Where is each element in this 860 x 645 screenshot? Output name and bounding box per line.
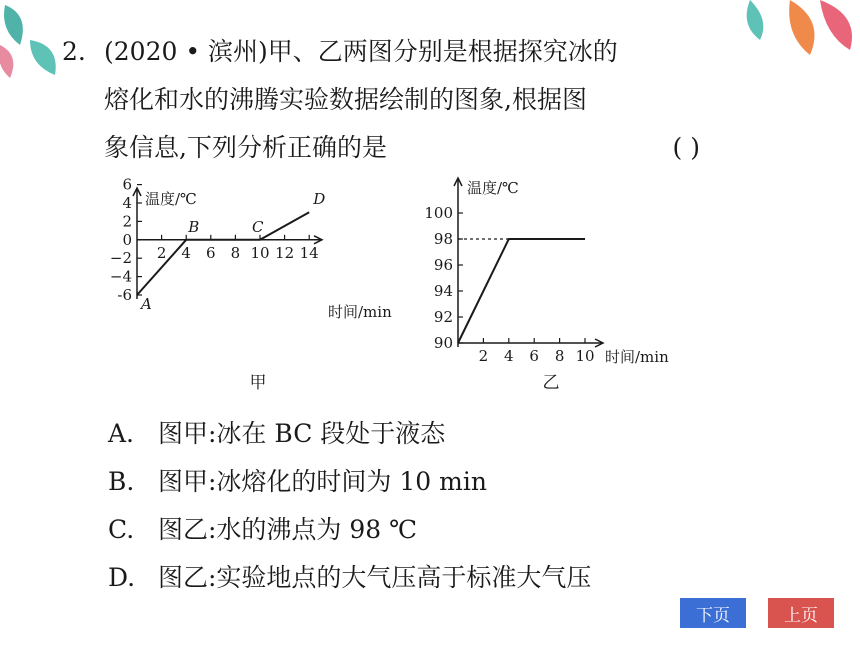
- chart-0-y-axis-label: 温度/℃: [145, 190, 197, 208]
- chart-0-y-tick-label: -6: [117, 286, 132, 304]
- option-c[interactable]: C. 图乙:水的沸点为 98 ℃: [108, 515, 418, 544]
- chart-0-y-tick-label: 4: [122, 194, 132, 212]
- chart-0-x-tick-label: 4: [181, 243, 191, 262]
- chart-0-y-tick-label: −2: [109, 249, 132, 268]
- chart-1-x-tick-label: 10: [575, 347, 595, 365]
- chart-0-x-tick-label: 2: [156, 243, 167, 262]
- chart-0-point-label-a: A: [141, 295, 152, 313]
- chart-0-y-tick-label: 0: [122, 230, 132, 249]
- chart-1-y-tick-label: 90: [433, 334, 453, 352]
- chart-1-caption: 乙: [542, 373, 560, 393]
- options-list: [108, 410, 591, 602]
- chart-1-x-tick-label: 2: [478, 347, 489, 365]
- chart-0-x-axis-label: 时间/min: [328, 303, 392, 321]
- chart-0-point-label-c: C: [252, 217, 264, 236]
- chart-1-y-tick-label: 100: [424, 204, 453, 222]
- question-number: 2.: [62, 37, 86, 66]
- chart-0-y-tick-label: 6: [122, 175, 132, 194]
- chart-1-x-axis-label: 时间/min: [605, 348, 669, 366]
- chart-1-x-tick-label: 4: [504, 347, 514, 365]
- chart-0-caption: 甲: [249, 373, 267, 393]
- chart-0-x-tick-label: 6: [206, 243, 216, 262]
- chart-0-y-tick-label: −4: [109, 267, 132, 286]
- chart-1-x-tick-label: 6: [529, 347, 539, 365]
- chart-0-point-label-d: D: [313, 190, 326, 209]
- chart-1-y-tick-label: 92: [433, 308, 453, 326]
- chart-1-y-tick-label: 94: [433, 282, 453, 300]
- option-d[interactable]: D. 图乙:实验地点的大气压高于标准大气压: [108, 563, 592, 592]
- chart-1-y-tick-label: 96: [433, 256, 453, 274]
- chart-0-x-tick-label: 12: [275, 243, 295, 262]
- chart-0-x-tick-label: 10: [250, 243, 270, 262]
- prev-page-button[interactable]: 上页: [768, 598, 834, 628]
- chart-1-series-line: [458, 239, 585, 343]
- option-b[interactable]: B. 图甲:冰熔化的时间为 10 min: [108, 467, 487, 496]
- question-line-2: 熔化和水的沸腾实验数据绘制的图象,根据图: [104, 85, 587, 114]
- option-a[interactable]: A. 图甲:冰在 BC 段处于液态: [108, 419, 446, 448]
- chart-0-x-tick-label: 14: [299, 243, 319, 262]
- question-line-1: (2020 • 滨州)甲、乙两图分别是根据探究冰的: [104, 37, 618, 66]
- chart-0-x-tick-label: 8: [230, 243, 241, 262]
- chart-0-point-label-b: B: [188, 217, 200, 236]
- question-line-3: 象信息,下列分析正确的是: [104, 133, 387, 162]
- next-page-button[interactable]: 下页: [680, 598, 746, 628]
- chart-0-y-tick-label: 2: [122, 212, 132, 231]
- chart-1-y-tick-label: 98: [433, 230, 453, 248]
- answer-parentheses: ( ): [672, 133, 700, 162]
- chart-1-y-axis-label: 温度/℃: [467, 179, 519, 197]
- chart-1-x-tick-label: 8: [554, 347, 565, 365]
